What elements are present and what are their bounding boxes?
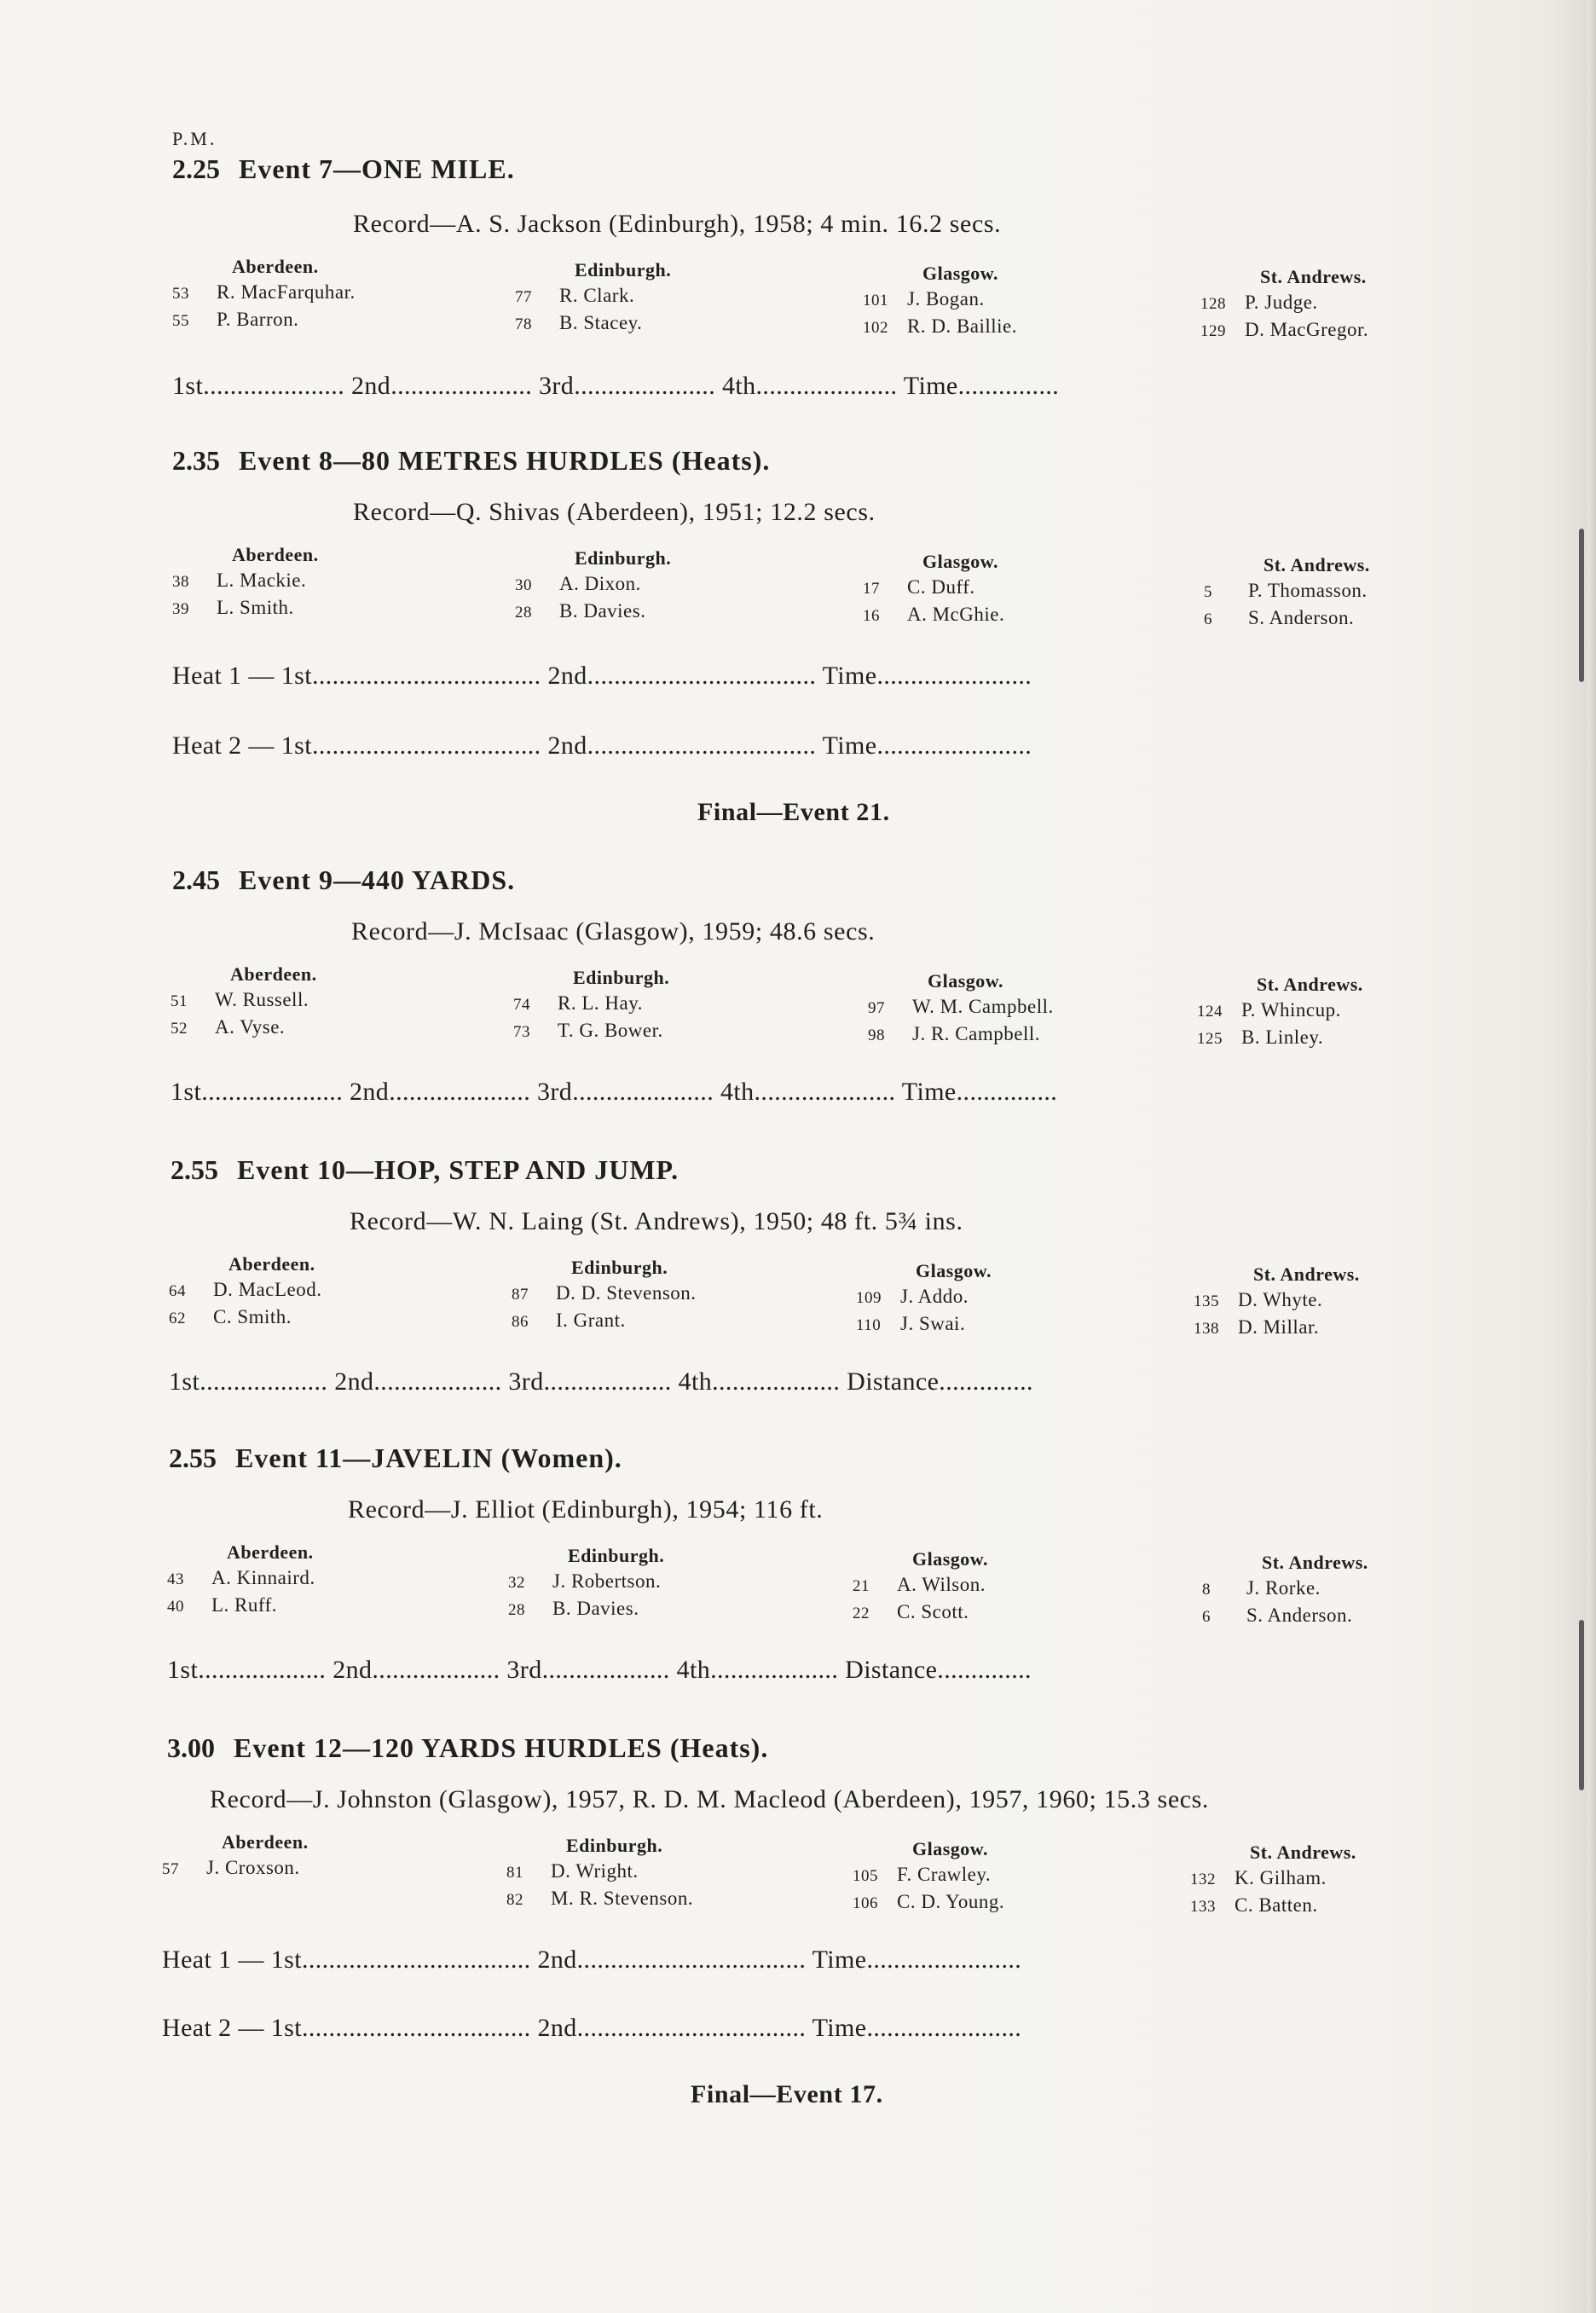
athlete-number: 43 (167, 1570, 184, 1588)
athlete-name: J. Bogan. (907, 288, 985, 309)
event-title: Event 11—JAVELIN (Women). (235, 1443, 622, 1473)
pm-label: P.M. (172, 128, 217, 149)
athlete-name: L. Mackie. (217, 570, 307, 591)
team-edinburgh (515, 259, 671, 339)
athlete-entry (868, 1023, 1054, 1050)
athlete-name: J. Robertson. (552, 1570, 662, 1592)
athlete-name: D. Millar. (1238, 1316, 1320, 1338)
athlete-entry (1204, 580, 1370, 607)
athlete-entry (513, 992, 669, 1020)
athlete-number: 62 (169, 1310, 186, 1327)
team-st-andrews (1200, 266, 1368, 346)
athlete-name: F. Crawley. (897, 1864, 992, 1885)
athlete-number: 132 (1190, 1871, 1216, 1888)
team-name: Aberdeen. (230, 963, 317, 985)
athlete-number: 53 (172, 285, 189, 303)
athlete-name: W. Russell. (215, 989, 309, 1010)
athlete-entry (1202, 1577, 1368, 1605)
athlete-entry (1190, 1867, 1356, 1894)
athlete-entry (172, 597, 319, 624)
athlete-name: L. Ruff. (211, 1594, 278, 1616)
athlete-number: 32 (508, 1574, 525, 1592)
athlete-name: K. Gilham. (1235, 1867, 1327, 1888)
team-edinburgh (512, 1257, 697, 1337)
athlete-number: 110 (856, 1316, 882, 1334)
team-glasgow (856, 1260, 992, 1340)
athlete-name: J. Rorke. (1246, 1577, 1321, 1599)
team-name: Aberdeen. (228, 1253, 315, 1275)
team-name: Edinburgh. (568, 1545, 665, 1566)
athlete-number: 28 (515, 604, 532, 622)
event-time: 2.55 (171, 1154, 218, 1185)
athlete-name: W. M. Campbell. (912, 996, 1054, 1017)
team-st-andrews (1190, 1842, 1356, 1922)
athlete-name: B. Davies. (552, 1598, 639, 1619)
team-name: Glasgow. (916, 1260, 992, 1281)
event-time: 2.35 (172, 445, 220, 476)
team-glasgow (853, 1838, 1004, 1918)
heat-1-results: Heat 1 — 1st.................................. 2nd.................................. Time....................... (162, 1946, 1022, 1974)
team-st-andrews (1197, 974, 1363, 1054)
athlete-entry (171, 989, 317, 1016)
athlete-name: I. Grant. (556, 1310, 626, 1331)
athlete-number: 64 (169, 1282, 186, 1300)
athlete-entry (1204, 607, 1370, 634)
team-aberdeen (162, 1831, 309, 1884)
athlete-name: C. Duff. (907, 576, 975, 598)
heat-1-results: Heat 1 — 1st.................................. 2nd.................................. Time....................... (172, 662, 1032, 690)
athlete-number: 39 (172, 600, 189, 618)
athlete-entry (169, 1279, 322, 1306)
event-time: 2.45 (172, 864, 220, 895)
athlete-name: R. L. Hay. (558, 992, 643, 1014)
athlete-entry (1202, 1605, 1368, 1632)
athlete-number: 30 (515, 576, 532, 594)
team-edinburgh (515, 547, 671, 627)
athlete-entry (863, 576, 1004, 604)
event-time: 3.00 (167, 1732, 215, 1763)
team-st-andrews (1204, 554, 1370, 634)
athlete-entry (167, 1567, 315, 1594)
athlete-number: 57 (162, 1860, 179, 1878)
athlete-entry (512, 1310, 697, 1337)
team-name: Aberdeen. (227, 1541, 314, 1563)
team-edinburgh (506, 1835, 693, 1915)
athlete-number: 81 (506, 1864, 523, 1882)
team-name: Edinburgh. (575, 547, 672, 569)
staple-mark-upper (1579, 529, 1584, 682)
athlete-name: R. MacFarquhar. (217, 281, 356, 303)
athlete-name: A. Kinnaird. (211, 1567, 315, 1588)
athlete-entry (1194, 1289, 1360, 1316)
team-name: St. Andrews. (1253, 1263, 1360, 1285)
athlete-entry (853, 1864, 1004, 1891)
team-st-andrews (1194, 1263, 1360, 1344)
athlete-number: 8 (1202, 1581, 1211, 1599)
athlete-entry (508, 1570, 664, 1598)
athlete-entry (162, 1857, 309, 1884)
event-heading (172, 153, 515, 185)
team-name: Glasgow. (928, 970, 1003, 992)
athlete-entry (863, 604, 1004, 631)
team-name: Glasgow. (912, 1838, 988, 1859)
team-aberdeen (171, 963, 317, 1044)
event-record: Record—W. N. Laing (St. Andrews), 1950; 48 ft. 5¾ ins. (350, 1207, 963, 1235)
team-aberdeen (167, 1541, 315, 1622)
team-glasgow (853, 1548, 988, 1628)
event-heading (167, 1732, 768, 1764)
event-time: 2.25 (172, 153, 220, 184)
athlete-entry (506, 1860, 693, 1888)
athlete-number: 5 (1204, 583, 1212, 601)
athlete-name: R. D. Baillie. (907, 315, 1018, 337)
event-record: Record—J. Elliot (Edinburgh), 1954; 116 ft. (348, 1495, 824, 1524)
team-name: Edinburgh. (573, 967, 670, 988)
athlete-number: 106 (853, 1894, 878, 1912)
athlete-name: D. Wright. (551, 1860, 639, 1882)
athlete-name: A. McGhie. (907, 604, 1005, 625)
athlete-name: A. Dixon. (559, 573, 641, 594)
athlete-name: R. Clark. (559, 285, 635, 306)
team-name: St. Andrews. (1257, 974, 1363, 995)
athlete-entry (1197, 999, 1363, 1026)
athlete-entry (1197, 1026, 1363, 1054)
athlete-entry (856, 1313, 992, 1340)
athlete-entry (1190, 1894, 1356, 1922)
athlete-name: P. Whincup. (1241, 999, 1341, 1021)
event-title: Event 7—ONE MILE. (239, 153, 515, 184)
athlete-number: 77 (515, 288, 532, 306)
athlete-number: 97 (868, 999, 885, 1017)
athlete-name: D. D. Stevenson. (556, 1282, 697, 1304)
athlete-number: 124 (1197, 1003, 1223, 1021)
athlete-name: L. Smith. (217, 597, 294, 618)
event-time: 2.55 (169, 1443, 217, 1473)
athlete-number: 87 (512, 1286, 529, 1304)
athlete-number: 128 (1200, 295, 1226, 313)
athlete-entry (513, 1020, 669, 1047)
athlete-number: 133 (1190, 1898, 1216, 1916)
athlete-name: J. Swai. (900, 1313, 966, 1334)
athlete-name: D. Whyte. (1238, 1289, 1323, 1310)
team-name: St. Andrews. (1262, 1552, 1368, 1573)
athlete-number: 51 (171, 992, 188, 1010)
athlete-name: P. Thomasson. (1248, 580, 1368, 601)
team-edinburgh (513, 967, 669, 1047)
team-name: Aberdeen. (232, 544, 319, 565)
team-name: Edinburgh. (566, 1835, 663, 1856)
athlete-entry (169, 1306, 322, 1333)
athlete-number: 125 (1197, 1030, 1223, 1048)
athlete-entry (1200, 319, 1368, 346)
athlete-name: S. Anderson. (1246, 1605, 1353, 1626)
team-name: Aberdeen. (232, 256, 319, 277)
team-name: St. Andrews. (1264, 554, 1370, 575)
athlete-entry (172, 570, 319, 597)
team-name: Glasgow. (912, 1548, 988, 1570)
results-line: 1st................... 2nd................... 3rd................... 4th................... Distance.............. (167, 1656, 1032, 1684)
athlete-name: C. Smith. (213, 1306, 292, 1327)
athlete-number: 78 (515, 315, 532, 333)
event-heading (171, 1154, 679, 1186)
final-note: Final—Event 21. (697, 798, 890, 826)
athlete-name: T. G. Bower. (558, 1020, 663, 1041)
athlete-entry (172, 309, 356, 336)
results-line: 1st..................... 2nd..................... 3rd..................... 4th..................... Time............... (171, 1078, 1058, 1106)
athlete-name: J. Croxson. (206, 1857, 300, 1878)
athlete-name: C. Batten. (1235, 1894, 1318, 1916)
athlete-entry (868, 996, 1054, 1023)
event-title: Event 8—80 METRES HURDLES (Heats). (239, 445, 771, 476)
athlete-number: 6 (1202, 1608, 1211, 1626)
athlete-number: 21 (853, 1577, 870, 1595)
staple-mark-lower (1579, 1620, 1584, 1790)
athlete-name: B. Linley. (1241, 1026, 1324, 1048)
athlete-number: 17 (863, 580, 880, 598)
athlete-name: P. Judge. (1245, 292, 1318, 313)
results-line: 1st................... 2nd................... 3rd................... 4th................... Distance.............. (169, 1368, 1033, 1396)
athlete-entry (171, 1016, 317, 1044)
team-glasgow (863, 551, 1004, 631)
athlete-number: 6 (1204, 610, 1212, 628)
results-line: 1st..................... 2nd..................... 3rd..................... 4th..................... Time............... (172, 372, 1060, 400)
event-heading (169, 1443, 622, 1474)
event-record: Record—A. S. Jackson (Edinburgh), 1958; 4 min. 16.2 secs. (353, 210, 1002, 238)
team-name: Edinburgh. (571, 1257, 668, 1278)
athlete-entry (1194, 1316, 1360, 1344)
team-glasgow (868, 970, 1054, 1050)
team-aberdeen (172, 256, 356, 336)
athlete-entry (167, 1594, 315, 1622)
athlete-name: P. Barron. (217, 309, 299, 330)
athlete-name: D. MacGregor. (1245, 319, 1369, 340)
athlete-number: 102 (863, 319, 888, 337)
athlete-entry (515, 573, 671, 600)
team-edinburgh (508, 1545, 664, 1625)
athlete-name: C. Scott. (897, 1601, 969, 1622)
athlete-name: B. Davies. (559, 600, 646, 622)
athlete-entry (856, 1286, 992, 1313)
athlete-number: 109 (856, 1289, 882, 1307)
athlete-number: 52 (171, 1020, 188, 1038)
team-name: Aberdeen. (222, 1831, 309, 1853)
athlete-entry (506, 1888, 693, 1915)
event-title: Event 12—120 YARDS HURDLES (Heats). (234, 1732, 769, 1763)
event-title: Event 10—HOP, STEP AND JUMP. (237, 1154, 679, 1185)
athlete-number: 28 (508, 1601, 525, 1619)
athlete-number: 40 (167, 1598, 184, 1616)
athlete-name: A. Wilson. (897, 1574, 986, 1595)
athlete-name: J. Addo. (900, 1286, 969, 1307)
team-name: Glasgow. (922, 263, 998, 284)
team-name: Glasgow. (922, 551, 998, 572)
athlete-entry (863, 315, 1017, 343)
athlete-number: 16 (863, 607, 880, 625)
athlete-number: 55 (172, 312, 189, 330)
athlete-entry (863, 288, 1017, 315)
athlete-name: J. R. Campbell. (912, 1023, 1040, 1044)
event-heading (172, 445, 770, 477)
athlete-number: 98 (868, 1026, 885, 1044)
athlete-number: 38 (172, 573, 189, 591)
athlete-number: 129 (1200, 322, 1226, 340)
team-st-andrews (1202, 1552, 1368, 1632)
event-record: Record—Q. Shivas (Aberdeen), 1951; 12.2 secs. (353, 498, 876, 526)
athlete-name: D. MacLeod. (213, 1279, 322, 1300)
athlete-entry (512, 1282, 697, 1310)
athlete-entry (853, 1891, 1004, 1918)
team-aberdeen (169, 1253, 322, 1333)
athlete-entry (515, 285, 671, 312)
team-name: Edinburgh. (575, 259, 672, 280)
athlete-entry (515, 312, 671, 339)
athlete-entry (515, 600, 671, 627)
athlete-entry (853, 1574, 988, 1601)
team-glasgow (863, 263, 1017, 343)
event-heading (172, 864, 515, 896)
athlete-number: 101 (863, 292, 888, 309)
athlete-name: S. Anderson. (1248, 607, 1355, 628)
team-aberdeen (172, 544, 319, 624)
athlete-number: 73 (513, 1023, 530, 1041)
athlete-entry (172, 281, 356, 309)
heat-2-results: Heat 2 — 1st.................................. 2nd.................................. Time....................... (162, 2014, 1022, 2042)
team-name: St. Andrews. (1260, 266, 1367, 287)
athlete-number: 135 (1194, 1292, 1219, 1310)
athlete-number: 105 (853, 1867, 878, 1885)
athlete-number: 138 (1194, 1320, 1219, 1338)
athlete-number: 86 (512, 1313, 529, 1331)
final-note: Final—Event 17. (691, 2080, 883, 2108)
athlete-entry (853, 1601, 988, 1628)
event-record: Record—J. McIsaac (Glasgow), 1959; 48.6 secs. (351, 917, 876, 945)
team-name: St. Andrews. (1250, 1842, 1356, 1863)
heat-2-results: Heat 2 — 1st.................................. 2nd.................................. Time....................... (172, 731, 1032, 760)
athlete-name: B. Stacey. (559, 312, 643, 333)
athlete-name: A. Vyse. (215, 1016, 286, 1038)
page-edge (1587, 0, 1596, 2313)
athlete-number: 74 (513, 996, 530, 1014)
athlete-number: 82 (506, 1891, 523, 1909)
athlete-name: C. D. Young. (897, 1891, 1005, 1912)
event-record: Record—J. Johnston (Glasgow), 1957, R. D. M. Macleod (Aberdeen), 1957, 1960; 15.3 secs. (210, 1785, 1210, 1813)
athlete-name: M. R. Stevenson. (551, 1888, 694, 1909)
athlete-entry (1200, 292, 1368, 319)
event-title: Event 9—440 YARDS. (239, 864, 516, 895)
athlete-number: 22 (853, 1605, 870, 1622)
athlete-entry (508, 1598, 664, 1625)
